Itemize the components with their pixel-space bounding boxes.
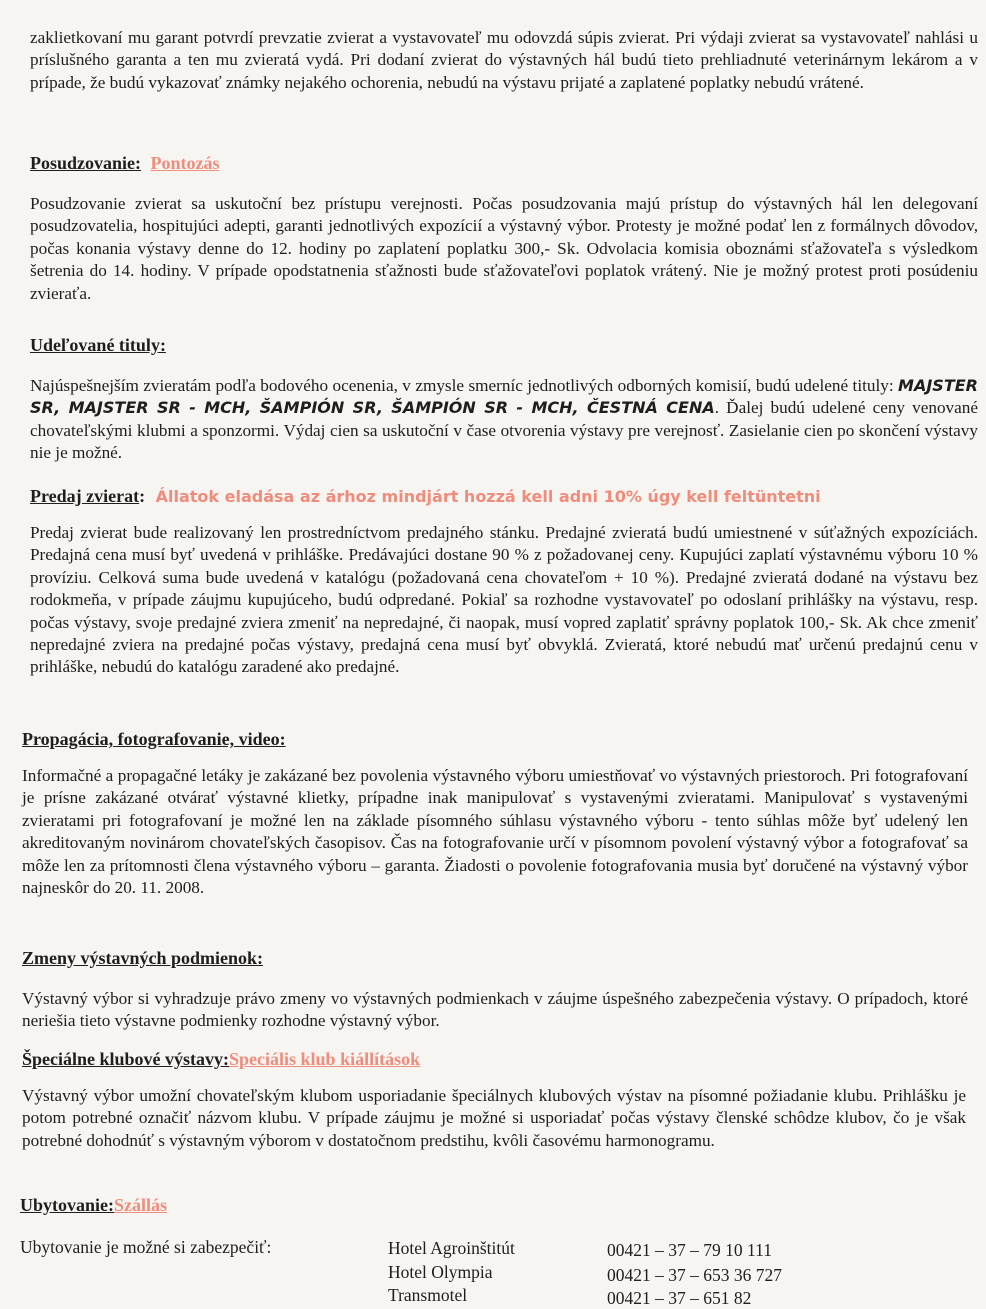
sale-heading-colon: : (139, 486, 146, 506)
promo-paragraph: Informačné a propagačné letáky je zakázané bez povolenia výstavného výboru umiestňovať vo výstavných priestoroch. Pri fotografovaní je prísne zakázané otvárať výstavné klietky, prípadne inak manipulovať s vystavenými zvieratami. Manipulovať s vystavenými zvieratami pri fotografovaní je možné len na základe písomného súhlasu výstavného výboru - tento súhlas môže byť udelený len akreditovaným novinárom chovateľských časopisov. Čas na fotografovanie určí v písomnom povolení výstavný výbor a fotografovať sa môže len za prítomnosti člena výstavného výboru – garanta. Žiadosti o povolenie fotografovania musia byť doručené na výstavný výbor najneskôr do 20. 11. 2008. (22, 766, 968, 898)
special-translation: Speciális klub kiállítások (229, 1049, 421, 1069)
special-paragraph: Výstavný výbor umožní chovateľským klubom usporiadanie špeciálnych klubových výstav na písomné požiadanie klubu. Prihlášku je potom potrebné označiť názvom klubu. V prípade záujmu je možné si usporiadať počas výstavy členské schôdze klubov, čo je však potrebné dohodnúť s výstavným výborom v dostatočnom predstihu, kvôli časovému harmonogramu. (22, 1086, 966, 1150)
changes-heading: Zmeny výstavných podmienok: (22, 948, 264, 968)
titles-heading-line (30, 334, 166, 356)
changes-heading-line (22, 947, 263, 969)
titles-text-before: Najúspešnejším zvieratám podľa bodového ocenenia, v zmysle smerníc jednotlivých odborných komisií, budú udelené tituly: (30, 376, 899, 395)
intro-paragraph: zaklietkovaní mu garant potvrdí prevzatie zvierat a vystavovateľ mu odovzdá súpis zvierat. Pri výdaji zvierat sa vystavovateľ nahlási u príslušného garanta a ten mu zvieratá vydá. Pri dodaní zvierat do výstavných hál budú tieto prehliadnuté veterinárnym lekárom a v prípade, že budú vykazovať známky nejakého ochorenia, nebudú na výstavu prijaté a zaplatené poplatky nebudú vrátené. (30, 28, 978, 92)
sale-heading: Predaj zvierat (30, 486, 140, 506)
special-heading: Špeciálne klubové výstavy: (22, 1049, 230, 1069)
judging-heading: Posudzovanie: (30, 153, 142, 173)
judging-heading-line (30, 152, 220, 174)
titles-paragraph (30, 375, 978, 465)
judging-paragraph: Posudzovanie zvierat sa uskutoční bez prístupu verejnosti. Počas posudzovania majú prístup do výstavných hál len delegovaní posudzovatelia, hospitujúci adepti, garanti jednotlivých expozícií a výstavný výbor. Protesty je možné podať len z formálnych dôvodov, počas konania výstavy denne do 12. hodiny po zaplatení poplatku 300,- Sk. Odvolacia komisia oboznámi sťažovateľa s výsledkom šetrenia do 14. hodiny. V prípade opodstatnenia sťažnosti bude sťažovateľovi poplatok vrátený. Nie je možný protest proti posúdeniu zvieraťa. (30, 194, 978, 303)
sale-paragraph: Predaj zvierat bude realizovaný len prostredníctvom predajného stánku. Predajné zvieratá budú umiestnené v súťažných expozíciách. Predajná cena musí byť uvedená v prihláške. Predávajúci dostane 90 % z požadovanej ceny. Kupujúci zaplatí výstavnému výboru 10 % províziu. Celková suma bude uvedená v katalógu (požadovaná cena chovateľom + 10 %). Predajné zvieratá dodané na výstavu bez rodokmeňa, v prípade záujmu kupujúceho, budú odpredané. Pokiaľ sa rozhodne vystavovateľ po odoslaní prihlášky na výstavu, resp. počas výstavy, svoje predajné zviera zmeniť na nepredajné, či naopak, musí vopred zaplatiť správny poplatok 100,- Sk. Ak chce zmeniť nepredajné zviera na predajné počas výstavy, predajná cena musí byť obvyklá. Zvieratá, ktoré nebudú mať určenú predajnú cenu v prihláške, nebudú do katalógu zaradené ako predajné. (30, 523, 978, 677)
hotel-name: Transmotel (388, 1285, 468, 1305)
titles-heading: Udeľované tituly: (30, 335, 166, 355)
accommodation-label: Ubytovanie je možné si zabezpečiť: (20, 1237, 272, 1257)
hotel-name: Hotel Agroinštitút (388, 1238, 515, 1258)
accommodation-heading: Ubytovanie: (20, 1195, 114, 1215)
hotel-phone: 00421 – 37 – 653 36 727 (607, 1265, 782, 1285)
promo-heading-line (22, 728, 286, 750)
hotel-phone: 00421 – 37 – 651 82 (607, 1288, 752, 1308)
promo-heading: Propagácia, fotografovanie, video: (22, 729, 286, 749)
sale-translation: Állatok eladása az árhoz mindjárt hozzá kell adni 10% úgy kell feltüntetni (155, 487, 821, 506)
hotel-phone: 00421 – 37 – 79 10 111 (607, 1240, 772, 1260)
titles-text-after: . Ďalej budú udelené ceny venované chovateľskými klubmi a sponzormi. Výdaj cien sa uskutoční v čase otvorenia výstavy pre verejnosť. Zasielanie cien po skončení výstavy nie je možné. (30, 398, 978, 463)
changes-paragraph: Výstavný výbor si vyhradzuje právo zmeny vo výstavných podmienkach v záujme úspešného zabezpečenia výstavy. O prípadoch, ktoré neriešia tieto výstavne podmienky rozhodne výstavný výbor. (22, 989, 968, 1031)
accommodation-translation: Szállás (114, 1195, 168, 1215)
judging-translation: Pontozás (150, 153, 220, 173)
accommodation-heading-line (20, 1194, 167, 1216)
special-heading-line (22, 1048, 420, 1070)
titles-list: MAJSTER SR, MAJSTER SR - MCH, ŠAMPIÓN SR, ŠAMPIÓN SR - MCH, ČESTNÁ CENA (30, 376, 978, 418)
hotel-name: Hotel Olympia (388, 1262, 493, 1282)
sale-heading-line (30, 485, 821, 508)
